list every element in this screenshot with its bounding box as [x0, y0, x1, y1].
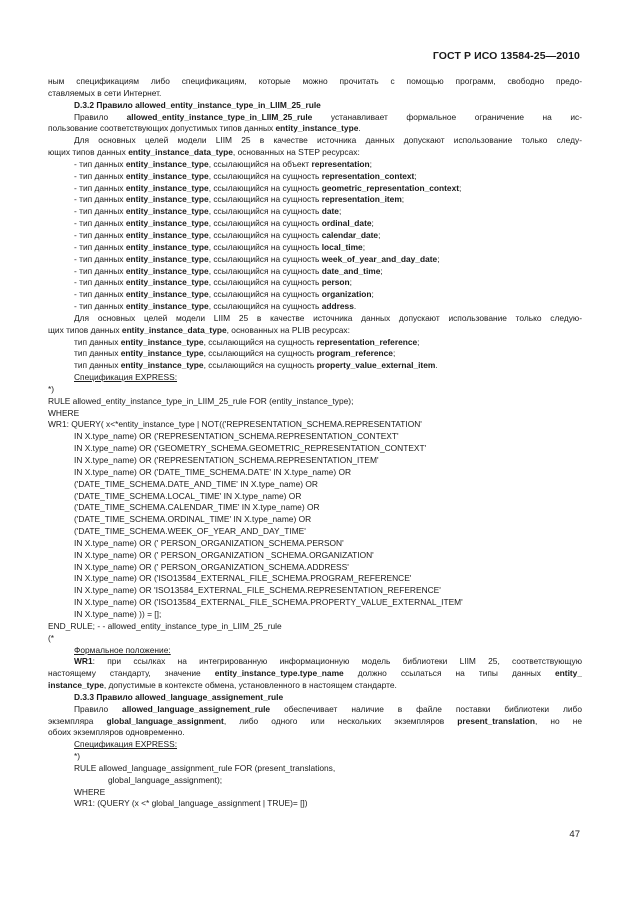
bold-term: entity_instance_data_type: [128, 147, 233, 158]
text-line: [48, 680, 582, 692]
text-line: [48, 313, 582, 325]
text-line: [48, 372, 582, 384]
text-line: [48, 573, 582, 585]
text-segment: - тип данных: [74, 241, 126, 252]
text-segment: должно ссылаться на типы данных: [343, 668, 555, 679]
bold-term: property_value_external_item: [316, 360, 436, 371]
bold-term: entity_instance_type: [125, 170, 209, 181]
text-segment: IN X.type_name) OR ('ISO13584_EXTERNAL_FILE_SCHEMA.PROPERTY_VALUE_EXTERNAL_ITEM': [74, 597, 463, 608]
bold-term: WR1: [74, 656, 93, 667]
text-segment: - тип данных: [74, 206, 126, 217]
text-segment: ;: [378, 229, 381, 240]
text-segment: ('DATE_TIME_SCHEMA.DATE_AND_TIME' IN X.type_name) OR: [74, 478, 318, 489]
text-segment: Правило: [74, 111, 127, 122]
text-segment: Для основных целей модели LIIM 25 в качестве источника данных допускают использование только следую-: [74, 312, 582, 323]
text-line: [48, 277, 582, 289]
bold-term: allowed_entity_instance_type_in_LIIM_25_rule: [126, 111, 313, 122]
bold-term: organization: [321, 289, 372, 300]
text-line: [48, 254, 582, 266]
text-line: [48, 621, 582, 633]
text-segment: , ссылающийся на сущность: [203, 336, 317, 347]
text-line: [48, 88, 582, 100]
text-line: [48, 218, 582, 230]
text-segment: , основанных на PLIB ресурсах:: [226, 324, 350, 335]
text-segment: , ссылающийся на сущность: [208, 229, 322, 240]
text-segment: IN X.type_name) OR ('GEOMETRY_SCHEMA.GEOMETRIC_REPRESENTATION_CONTEXT': [74, 443, 427, 454]
bold-term: representation_context: [321, 170, 415, 181]
text-segment: , ссылающийся на сущность: [208, 170, 322, 181]
text-line: [48, 123, 582, 135]
page-number: 47: [569, 829, 580, 840]
text-line: [48, 183, 582, 195]
bold-term: entity_instance_type: [125, 218, 209, 229]
bold-term: representation: [311, 158, 370, 169]
text-segment: ;: [414, 170, 417, 181]
text-line: [48, 159, 582, 171]
text-line: [48, 112, 582, 124]
text-segment: Формальное положение:: [74, 644, 171, 655]
text-line: [48, 645, 582, 657]
text-segment: IN X.type_name) OR (' PERSON_ORGANIZATION_SCHEMA.PERSON': [74, 537, 344, 548]
text-segment: ;: [380, 265, 383, 276]
text-segment: тип данных: [74, 360, 121, 371]
text-segment: .: [435, 360, 438, 371]
bold-term: calendar_date: [321, 229, 379, 240]
text-segment: пользование соответствующих допустимых типов данных: [48, 123, 276, 134]
text-line: [48, 289, 582, 301]
text-line: [48, 467, 582, 479]
text-segment: ;: [401, 194, 405, 205]
text-segment: ;: [371, 289, 374, 300]
text-segment: Для основных целей модели LIIM 25 в качестве источника данных допускают использование только следу-: [74, 135, 582, 146]
text-segment: , ссылающийся на сущность: [208, 241, 322, 252]
bold-term: entity_instance_type.type_name: [214, 668, 344, 679]
text-segment: щих типов данных: [48, 324, 122, 335]
text-segment: настоящему стандарту, значение: [48, 668, 215, 679]
text-line: [48, 206, 582, 218]
text-segment: WHERE: [48, 407, 80, 418]
text-segment: - тип данных: [74, 289, 126, 300]
text-segment: , ссылающийся на сущность: [208, 253, 322, 264]
text-segment: .: [358, 123, 361, 134]
text-segment: - тип данных: [74, 170, 126, 181]
text-line: [48, 384, 582, 396]
text-segment: , допустимые в контексте обмена, установленного в настоящем стандарте.: [103, 680, 397, 691]
text-segment: (*: [48, 632, 55, 643]
text-line: [48, 408, 582, 420]
bold-term: entity_: [555, 668, 582, 679]
text-segment: , ссылающийся на сущность: [203, 360, 317, 371]
text-segment: - тип данных: [74, 158, 126, 169]
text-segment: , ссылающийся на сущность: [208, 265, 322, 276]
text-segment: Спецификация EXPRESS:: [74, 739, 178, 750]
text-line: [48, 455, 582, 467]
text-segment: экземпляра: [48, 715, 107, 726]
text-line: [48, 360, 582, 372]
bold-term: date: [321, 206, 339, 217]
text-segment: , ссылающийся на сущность: [208, 277, 322, 288]
text-segment: тип данных: [74, 336, 121, 347]
text-line: [48, 419, 582, 431]
text-line: [48, 76, 582, 88]
text-segment: global_language_assignment);: [108, 774, 223, 785]
bold-term: date_and_time: [321, 265, 381, 276]
text-segment: - тип данных: [74, 194, 126, 205]
text-line: [48, 787, 582, 799]
text-line: [48, 609, 582, 621]
text-segment: ;: [369, 158, 372, 169]
text-segment: - тип данных: [74, 253, 126, 264]
text-segment: RULE allowed_entity_instance_type_in_LIIM_25_rule FOR (entity_instance_type);: [48, 395, 354, 406]
text-segment: , ссылающийся на сущность: [208, 218, 322, 229]
text-segment: IN X.type_name) OR ('ISO13584_EXTERNAL_FILE_SCHEMA.PROGRAM_REFERENCE': [74, 573, 412, 584]
text-segment: : при ссылках на интегрированную информационную модель библиотеки LIIM 25, соответствующую: [92, 656, 582, 667]
text-segment: WHERE: [74, 786, 106, 797]
text-line: [48, 763, 582, 775]
text-line: [48, 443, 582, 455]
bold-term: D.3.3 Правило allowed_language_assignement_rule: [74, 691, 284, 702]
text-line: [48, 301, 582, 313]
text-segment: WR1: (QUERY (x <* global_language_assignment | TRUE)= []): [74, 798, 308, 809]
text-segment: IN X.type_name) OR ('REPRESENTATION_SCHEMA.REPRESENTATION_CONTEXT': [74, 431, 399, 442]
text-line: [48, 538, 582, 550]
text-line: [48, 727, 582, 739]
text-line: [48, 716, 582, 728]
text-line: [48, 668, 582, 680]
bold-term: person: [321, 277, 350, 288]
text-segment: *): [74, 751, 81, 762]
bold-term: local_time: [321, 241, 363, 252]
text-line: [48, 633, 582, 645]
text-line: [48, 431, 582, 443]
text-segment: ('DATE_TIME_SCHEMA.CALENDAR_TIME' IN X.type_name) OR: [74, 502, 320, 513]
bold-term: global_language_assignment: [106, 715, 224, 726]
text-segment: обеспечивает наличие в файле поставки библиотеки либо: [270, 703, 582, 714]
text-segment: IN X.type_name) OR (' PERSON_ORGANIZATION _SCHEMA.ORGANIZATION': [74, 549, 374, 560]
bold-term: entity_instance_type: [125, 301, 209, 312]
text-line: [48, 194, 582, 206]
text-segment: ;: [338, 206, 342, 217]
text-segment: ('DATE_TIME_SCHEMA.LOCAL_TIME' IN X.type_name) OR: [74, 490, 302, 501]
text-segment: , либо одного или нескольких экземпляров: [223, 715, 458, 726]
text-line: [48, 798, 582, 810]
document-body: [48, 76, 582, 810]
text-segment: - тип данных: [74, 277, 126, 288]
text-line: [48, 692, 582, 704]
text-line: [48, 135, 582, 147]
text-line: [48, 739, 582, 751]
text-segment: , основанных на STEP ресурсах:: [232, 147, 360, 158]
bold-term: entity_instance_type: [125, 253, 209, 264]
bold-term: allowed_language_assignement_rule: [122, 703, 271, 714]
bold-term: instance_type: [48, 680, 104, 691]
text-segment: обоих экземпляров одновременно.: [48, 727, 185, 738]
text-line: [48, 242, 582, 254]
bold-term: entity_instance_type: [125, 277, 209, 288]
text-segment: - тип данных: [74, 265, 126, 276]
text-line: [48, 775, 582, 787]
bold-term: entity_instance_type: [125, 182, 209, 193]
text-line: [48, 348, 582, 360]
bold-term: entity_instance_type: [125, 194, 209, 205]
bold-term: entity_instance_type: [125, 241, 209, 252]
text-segment: IN X.type_name) OR 'ISO13584_EXTERNAL_FILE_SCHEMA.REPRESENTATION_REFERENCE': [74, 585, 441, 596]
document-header: ГОСТ Р ИСО 13584-25—2010: [432, 50, 580, 62]
text-line: [48, 230, 582, 242]
bold-term: entity_instance_type: [120, 360, 204, 371]
bold-term: D.3.2 Правило allowed_entity_instance_type_in_LIIM_25_rule: [74, 99, 321, 110]
text-segment: ('DATE_TIME_SCHEMA.WEEK_OF_YEAR_AND_DAY_TIME': [74, 526, 306, 537]
text-line: [48, 266, 582, 278]
text-segment: , ссылающийся на сущность: [208, 301, 322, 312]
text-line: [48, 526, 582, 538]
bold-term: entity_instance_type: [125, 289, 209, 300]
text-segment: .: [353, 301, 357, 312]
bold-term: entity_instance_type: [120, 336, 204, 347]
text-segment: ;: [437, 253, 440, 264]
text-segment: - тип данных: [74, 301, 126, 312]
text-segment: IN X.type_name) OR ('DATE_TIME_SCHEMA.DATE' IN X.type_name) OR: [74, 466, 352, 477]
bold-term: entity_instance_type: [125, 206, 209, 217]
text-segment: RULE allowed_language_assignment_rule FOR (present_translations,: [74, 762, 336, 773]
text-segment: устанавливает формальное ограничение на ис-: [312, 111, 582, 122]
text-segment: IN X.type_name) )) = [];: [74, 608, 162, 619]
text-segment: IN X.type_name) OR (' PERSON_ORGANIZATION_SCHEMA.ADDRESS': [74, 561, 349, 572]
bold-term: address: [321, 301, 354, 312]
text-segment: , ссылающийся на сущность: [203, 348, 317, 359]
text-segment: *): [48, 383, 55, 394]
text-line: [48, 704, 582, 716]
bold-term: entity_instance_type: [275, 123, 359, 134]
text-line: [48, 585, 582, 597]
text-segment: ;: [392, 348, 396, 359]
bold-term: entity_instance_type: [125, 229, 209, 240]
text-segment: ('DATE_TIME_SCHEMA.ORDINAL_TIME' IN X.type_name) OR: [74, 514, 312, 525]
text-segment: - тип данных: [74, 218, 126, 229]
text-line: [48, 479, 582, 491]
text-line: [48, 751, 582, 763]
text-segment: Правило: [74, 703, 123, 714]
text-segment: , ссылающийся на сущность: [208, 194, 322, 205]
text-line: [48, 502, 582, 514]
text-segment: - тип данных: [74, 229, 126, 240]
bold-term: ordinal_date: [321, 218, 372, 229]
text-line: [48, 337, 582, 349]
text-line: [48, 550, 582, 562]
text-line: [48, 562, 582, 574]
text-segment: , ссылающийся на сущность: [208, 206, 322, 217]
text-segment: WR1: QUERY( x<*entity_instance_type | NOT(('REPRESENTATION_SCHEMA.REPRESENTATION': [48, 419, 422, 430]
text-line: [48, 656, 582, 668]
bold-term: week_of_year_and_day_date: [321, 253, 438, 264]
text-segment: , ссылающийся на сущность: [208, 182, 322, 193]
text-line: [48, 171, 582, 183]
text-segment: Спецификация EXPRESS:: [74, 372, 178, 383]
text-segment: тип данных: [74, 348, 121, 359]
bold-term: entity_instance_type: [125, 158, 209, 169]
text-segment: ным спецификациям либо спецификациям, которые можно прочитать с помощью программ, свободно предо-: [48, 76, 582, 86]
text-segment: ющих типов данных: [48, 147, 129, 158]
text-segment: IN X.type_name) OR ('REPRESENTATION_SCHEMA.REPRESENTATION_ITEM': [74, 455, 379, 465]
text-segment: ставляемых в сети Интернет.: [48, 87, 162, 98]
text-segment: - тип данных: [74, 182, 126, 193]
text-line: [48, 514, 582, 526]
text-segment: ;: [362, 241, 366, 252]
text-segment: END_RULE; - - allowed_entity_instance_type_in_LIIM_25_rule: [48, 620, 282, 631]
bold-term: representation_reference: [316, 336, 418, 347]
bold-term: program_reference: [316, 348, 393, 359]
bold-term: entity_instance_data_type: [121, 324, 227, 335]
bold-term: representation_item: [321, 194, 402, 205]
text-line: [48, 396, 582, 408]
text-line: [48, 325, 582, 337]
text-segment: ;: [459, 182, 462, 193]
text-line: [48, 147, 582, 159]
text-segment: , ссылающийся на объект: [208, 158, 312, 169]
text-line: [48, 597, 582, 609]
text-segment: , но не: [535, 715, 582, 726]
text-segment: ;: [371, 218, 374, 229]
bold-term: geometric_representation_context: [321, 182, 460, 193]
bold-term: present_translation: [457, 715, 536, 726]
text-line: [48, 100, 582, 112]
text-line: [48, 491, 582, 503]
text-segment: ;: [349, 277, 352, 288]
bold-term: entity_instance_type: [125, 265, 209, 276]
text-segment: , ссылающийся на сущность: [208, 289, 322, 300]
text-segment: ;: [417, 336, 420, 347]
bold-term: entity_instance_type: [120, 348, 204, 359]
